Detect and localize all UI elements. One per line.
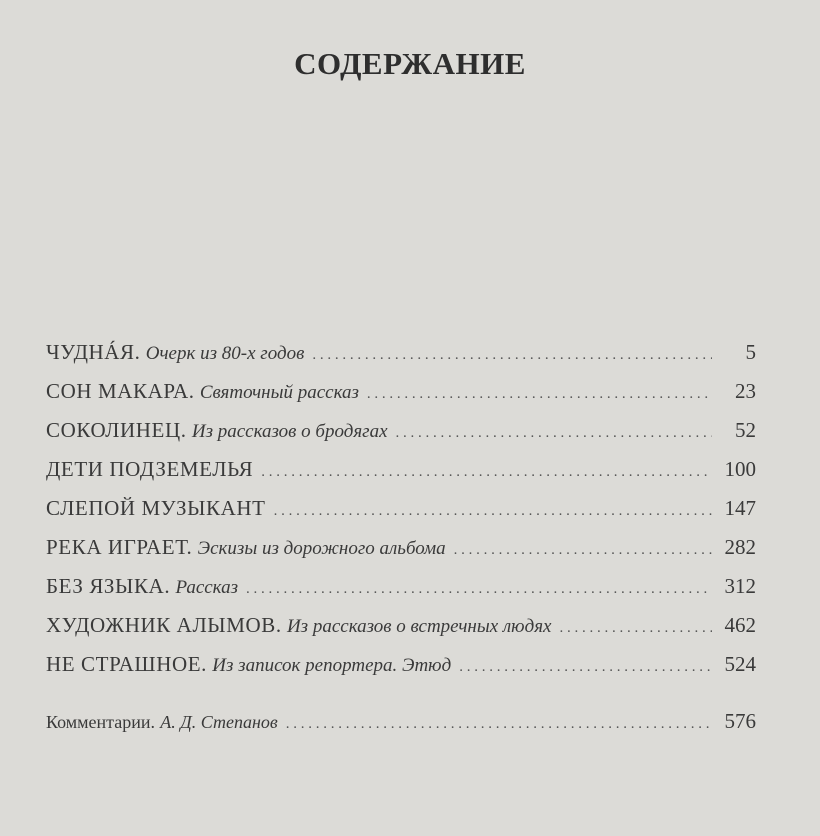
toc-entry — [46, 489, 756, 528]
dot-leader — [312, 336, 712, 375]
page-number: 462 — [724, 613, 756, 637]
page-number: 100 — [724, 457, 756, 481]
entry-name: СОН МАКАРА. — [46, 379, 195, 403]
dot-leader — [454, 531, 712, 570]
toc-entry — [46, 450, 756, 489]
toc-entry — [46, 528, 756, 567]
entry-subtitle: Очерк из 80-х годов — [145, 343, 305, 364]
toc-entry-title — [46, 411, 388, 451]
entry-name: БЕЗ ЯЗЫКА. — [46, 574, 171, 598]
toc-entry-title — [46, 645, 451, 685]
toc-entry-title — [46, 567, 238, 607]
entry-name: НЕ СТРАШНОЕ. — [46, 652, 208, 676]
toc-entry — [46, 411, 756, 450]
entry-subtitle: А. Д. Степанов — [160, 712, 278, 732]
toc-entry-title — [46, 333, 304, 373]
toc-entry-title — [46, 450, 253, 489]
dot-leader — [274, 492, 712, 531]
toc-entry — [46, 333, 756, 372]
toc-entry — [46, 645, 756, 684]
dot-leader — [286, 705, 712, 744]
entry-name: ЧУДНÁЯ. — [46, 340, 141, 364]
entry-subtitle: Святочный рассказ — [199, 382, 359, 403]
entry-name: СЛЕПОЙ МУЗЫКАНТ — [46, 496, 266, 520]
page-number: 23 — [735, 379, 756, 403]
toc-entry-title — [46, 528, 446, 568]
dot-leader — [559, 609, 712, 648]
page-number: 312 — [724, 574, 756, 598]
table-of-contents — [46, 333, 756, 741]
toc-entry-title — [46, 702, 278, 742]
entry-name: СОКОЛИНЕЦ. — [46, 418, 187, 442]
entry-subtitle: Эскизы из дорожного альбома — [197, 538, 446, 559]
toc-entry-title — [46, 372, 359, 412]
entry-name: ХУДОЖНИК АЛЫМОВ. — [46, 613, 282, 637]
page-number: 147 — [724, 496, 756, 520]
toc-entry — [46, 567, 756, 606]
dot-leader — [396, 414, 712, 453]
entry-subtitle: Рассказ — [175, 577, 239, 598]
page-title: СОДЕРЖАНИЕ — [294, 46, 526, 81]
entry-name: ДЕТИ ПОДЗЕМЕЛЬЯ — [46, 457, 254, 481]
dot-leader — [246, 570, 712, 609]
toc-entry-commentary — [46, 702, 756, 741]
entry-subtitle: Из рассказов о встречных людях — [286, 616, 552, 637]
page-number: 282 — [724, 535, 756, 559]
dot-leader — [261, 453, 712, 492]
entry-name: РЕКА ИГРАЕТ. — [46, 535, 193, 559]
dot-leader — [459, 648, 712, 687]
page-number: 576 — [724, 709, 756, 733]
entry-name: Комментарии. — [46, 712, 156, 732]
page-number: 524 — [724, 652, 756, 676]
page-number: 52 — [735, 418, 756, 442]
entry-subtitle: Из рассказов о бродягах — [191, 421, 388, 442]
toc-entry — [46, 606, 756, 645]
toc-entry-title — [46, 489, 266, 528]
entry-subtitle: Из записок репортера. Этюд — [212, 655, 452, 676]
dot-leader — [367, 375, 712, 414]
page-number: 5 — [745, 340, 756, 364]
toc-entry — [46, 372, 756, 411]
toc-entry-title — [46, 606, 551, 646]
